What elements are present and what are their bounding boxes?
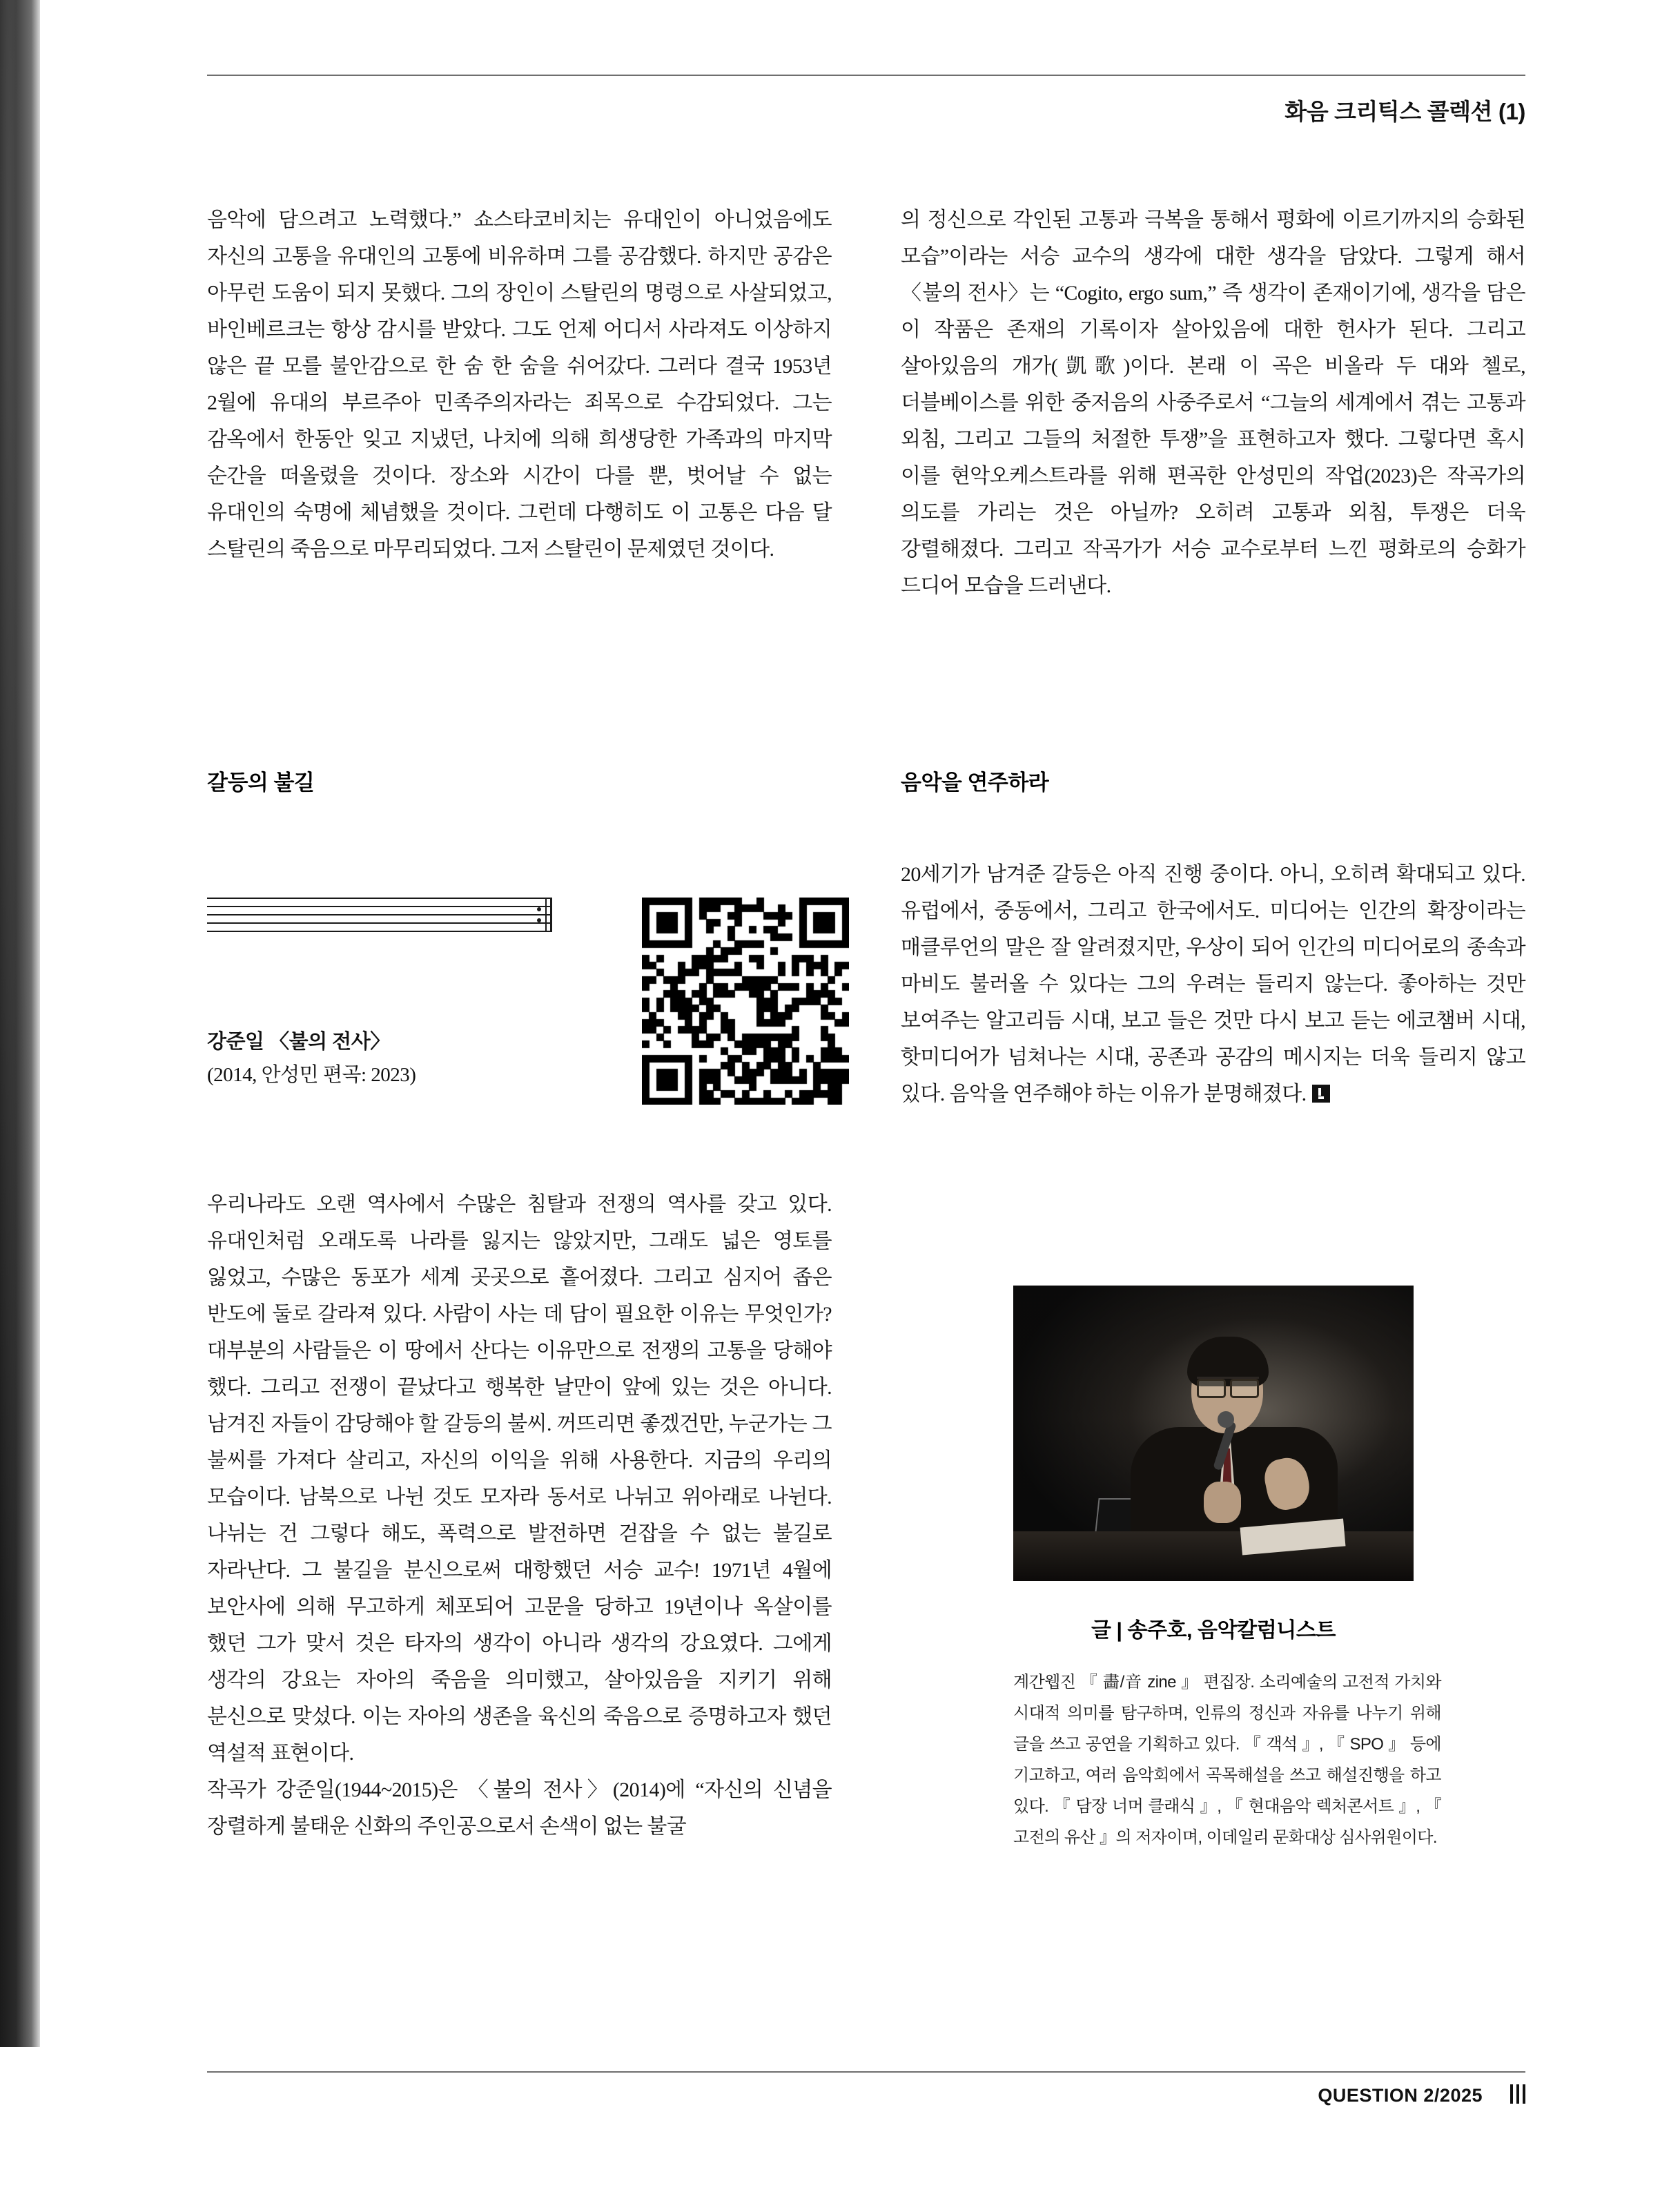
author-photo [1013, 1286, 1414, 1581]
page-gutter-shadow [0, 0, 40, 2047]
right-subhead-text: 음악을 연주하라 [901, 770, 1049, 795]
right-subhead [901, 765, 1048, 796]
right-body-paragraph-2-text: 20세기가 남겨준 갈등은 아직 진행 중이다. 아니, 오히려 확대되고 있다. 유럽에서, 중동에서, 그리고 한국에서도. 미디어는 인간의 확장이라는 매클루언의 말은 잘 알려졌지만, 우상이 되어 인간의 미디어로의 종속과 마비도 불러올 수 있다는 그의 우려는 들리지 않는다. 좋아하는 것만 보여주는 알고리듬 시대, 보고 들은 것만 다시 보고 듣는 에코챔버 시대, 핫미디어가 넘쳐나는 시대, 공존과 공감의 메시지는 더욱 들리지 않고 있다. 음악을 연주해야 하는 이유가 분명해졌다. [901, 863, 1525, 1105]
right-body-paragraph-1: 의 정신으로 각인된 고통과 극복을 통해서 평화에 이르기까지의 승화된 모습”이라는 서승 교수의 생각에 대한 생각을 담았다. 그렇게 해서 〈불의 전사〉는 “Cogito, ergo sum,” 즉 생각이 존재이기에, 생각을 담은 이 작품은 존재의 기록이자 살아있음에 대한 헌사가 된다. 그리고 살아있음의 개가(凱歌)이다. 본래 이 곡은 비올라 두 대와 첼로, 더블베이스를 위한 중저음의 사중주로서 “그늘의 세계에서 겪는 고통과 외침, 그리고 그들의 처절한 투쟁”을 표현하고자 했다. 그렇다면 혹시 이를 현악오케스트라를 위해 편곡한 안성민의 작업(2023)은 작곡가의 의도를 가리는 것은 아닐까? 오히려 고통과 외침, 투쟁은 더욱 강렬해졌다. 그리고 작곡가가 서승 교수로부터 느낀 평화로의 승화가 드디어 모습을 드러낸다. [901, 209, 1525, 597]
left-body-paragraph-3: 작곡가 강준일(1944~2015)은 〈불의 전사〉(2014)에 “자신의 신념을 장렬하게 불태운 신화의 주인공으로서 손색이 없는 불굴 [207, 1778, 832, 1838]
score-caption-sub: (2014, 안성민 편곡: 2023) [207, 1064, 416, 1086]
left-column-continued [207, 1186, 832, 1845]
footer-page-marks [1510, 2084, 1525, 2104]
page-title: 화음 크리틱스 콜렉션 (1) [1285, 99, 1525, 124]
right-body-paragraph-2 [901, 856, 1525, 1112]
header-divider [207, 75, 1525, 76]
author-bio: 계간웹진 『 畵/音 zine 』 편집장. 소리예술의 고전적 가치와 시대적 의미를 탐구하며, 인류의 정신과 자유를 나누기 위해 글을 쓰고 공연을 기획하고 있다. 『 객석 』, 『 SPO 』 등에 기고하고, 여러 음악회에서 곡목해설을 쓰고 해설진행을 하고 있다. 『 담장 너머 클래식 』, 『 현대음악 렉처콘서트 』, 『 고전의 유산 』의 저자이며, 이데일리 문화대상 심사위원이다. [1013, 1673, 1441, 1847]
right-column [901, 202, 1525, 604]
left-subhead [207, 765, 314, 796]
question-end-mark-icon [1312, 1085, 1330, 1103]
left-body-paragraph-2: 우리나라도 오랜 역사에서 수많은 침탈과 전쟁의 역사를 갖고 있다. 유대인처럼 오래도록 나라를 잃지는 않았지만, 그래도 넓은 영토를 잃었고, 수많은 동포가 세계 곳곳으로 흩어졌다. 그리고 심지어 좁은 반도에 둘로 갈라져 있다. 사람이 사는 데 담이 필요한 이유는 무엇인가? 대부분의 사람들은 이 땅에서 산다는 이유만으로 전쟁의 고통을 당해야 했다. 그리고 전쟁이 끝났다고 행복한 날만이 앞에 있는 것은 아니다. 남겨진 자들이 감당해야 할 갈등의 불씨. 꺼뜨리면 좋겠건만, 누군가는 그 불씨를 가져다 살리고, 자신의 이익을 위해 사용한다. 지금의 우리의 모습이다. 남북으로 나뉜 것도 모자라 동서로 나뉘고 위아래로 나뉜다. 나뉘는 건 그렇다 해도, 폭력으로 발전하면 걷잡을 수 없는 불길로 자라난다. 그 불길을 분신으로써 대항했던 서승 교수! 1971년 4월에 보안사에 의해 무고하게 체포되어 고문을 당하고 19년이나 옥살이를 했던 그가 맞서 것은 타자의 생각이 아니라 생각의 강요였다. 그에게 생각의 강요는 자아의 죽음을 의미했고, 살아있음을 지키기 위해 분신으로 맞섰다. 이는 자아의 생존을 육신의 죽음으로 증명하고자 했던 역설적 표현이다. [207, 1193, 832, 1765]
music-score-excerpt [207, 898, 552, 953]
left-body-paragraph-1: 음악에 담으려고 노력했다.” 쇼스타코비치는 유대인이 아니었음에도 자신의 고통을 유대인의 고통에 비유하며 그를 공감했다. 하지만 공감은 아무런 도움이 되지 못했다. 그의 장인이 스탈린의 명령으로 사살되었고, 바인베르크는 항상 감시를 받았다. 그도 언제 어디서 사라져도 이상하지 않은 끝 모를 불안감으로 한 숨 한 숨을 쉬어갔다. 그러다 결국 1953년 2월에 유대의 부르주아 민족주의자라는 죄목으로 수감되었다. 그는 감옥에서 한동안 잊고 지냈던, 나치에 의해 희생당한 가족과의 마지막 순간을 떠올렸을 것이다. 장소와 시간이 다를 뿐, 벗어날 수 없는 유대인의 숙명에 체념했을 것이다. 그런데 다행히도 이 고통은 다음 달 스탈린의 죽음으로 마무리되었다. 그저 스탈린이 문제였던 것이다. [207, 209, 832, 561]
left-column [207, 202, 832, 568]
score-caption [207, 1025, 649, 1092]
score-caption-title: 강준일 〈불의 전사〉 [207, 1031, 390, 1053]
right-column-continued [901, 856, 1525, 1112]
author-byline: 글 | 송주호, 음악칼럼니스트 [1091, 1619, 1336, 1642]
left-subhead-text: 갈등의 불길 [207, 770, 315, 795]
qr-code[interactable] [642, 898, 849, 1105]
footer-divider [207, 2071, 1525, 2073]
footer-issue-label: QUESTION 2/2025 [1318, 2085, 1483, 2106]
